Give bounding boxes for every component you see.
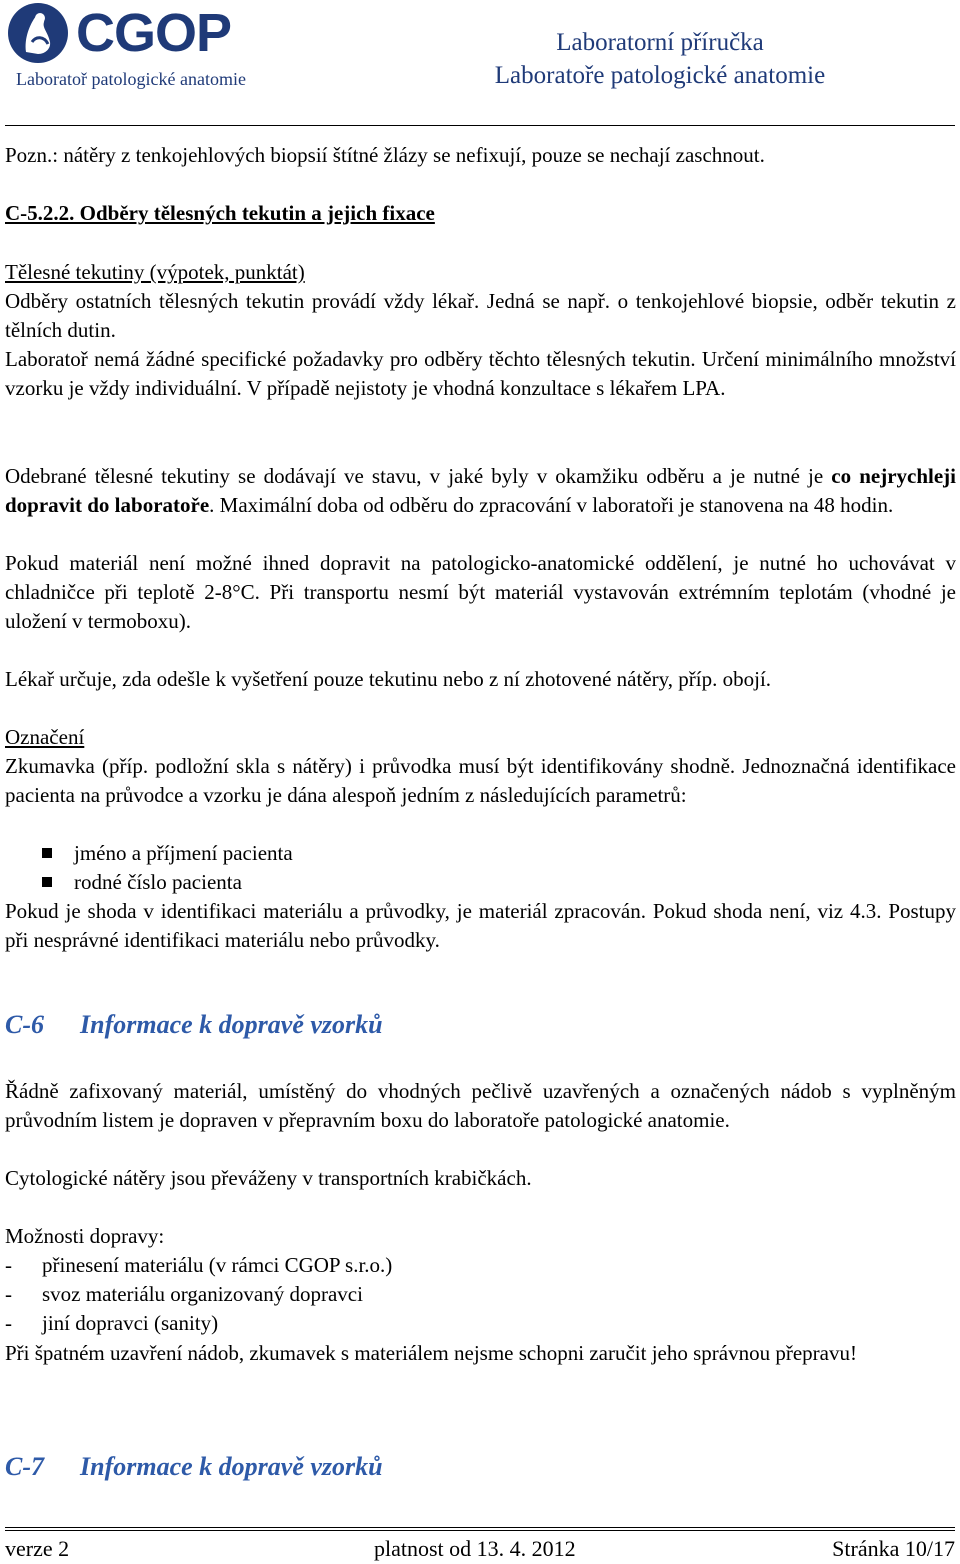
list-item	[5, 839, 956, 868]
footer-divider	[5, 1527, 955, 1528]
section-number-c6: C-6	[5, 1010, 44, 1039]
section-title-c6: Informace k dopravě vzorků	[80, 1010, 383, 1039]
list-item	[5, 868, 956, 897]
list-item	[5, 1280, 956, 1309]
section-heading-c522: C-5.2.2. Odběry tělesných tekutin a jejich fixace	[5, 201, 435, 225]
list-item-text: jméno a příjmení pacienta	[74, 841, 293, 865]
list-item-text: jiní dopravci (sanity)	[42, 1311, 219, 1336]
dash-bullet: -	[5, 1311, 12, 1336]
c6-para-2: Cytologické nátěry jsou převáženy v transportních krabičkách.	[5, 1166, 532, 1190]
dash-bullet: -	[5, 1253, 12, 1277]
footer-valid-from: platnost od 13. 4. 2012	[374, 1536, 576, 1561]
logo-wordmark: CGOP	[76, 3, 232, 63]
transport-warning: Při špatném uzavření nádob, zkumavek s materiálem nejsme schopni zaručit jeho správnou přepravu!	[5, 1341, 857, 1365]
transport-list	[5, 1251, 956, 1339]
para3-text-a: Odebrané tělesné tekutiny se dodávají ve stavu, v jaké byly v okamžiku odběru a je nutné je	[5, 464, 832, 488]
fluids-para-2: Laboratoř nemá žádné specifické požadavky pro odběry těchto tělesných tekutin. Určení minimálního množství vzorku je vždy individuální. V případě nejistoty je vhodná konzultace s lékařem LPA.	[5, 347, 956, 401]
label-heading: Označení	[5, 725, 85, 749]
transport-heading: Možnosti dopravy:	[5, 1224, 165, 1248]
fluids-para-4: Pokud materiál není možné ihned dopravit na patologicko-anatomické oddělení, je nutné ho uchovávat v chladničce při teplotě 2-8°C. Při transportu nesmí být materiál vystavován extrémním teplotám (vhodné je uložení v termoboxu).	[5, 551, 956, 634]
section-title-c7: Informace k dopravě vzorků	[80, 1452, 383, 1481]
header-divider	[5, 125, 955, 126]
label-para-2: Pokud je shoda v identifikaci materiálu a průvodky, je materiál zpracován. Pokud shoda není, viz 4.3. Postupy při nesprávné identifikaci materiálu nebo průvodky.	[5, 899, 956, 953]
logo-emblem-icon	[6, 2, 70, 64]
footer-version: verze 2	[5, 1536, 70, 1561]
list-item	[5, 1309, 956, 1338]
c6-para-1: Řádně zafixovaný materiál, umístěný do vhodných pečlivě uzavřených a označených nádob s vyplněným průvodním listem je dopraven v přepravním boxu do laboratoře patologické anatomie.	[5, 1079, 956, 1133]
fluids-para-1: Odběry ostatních tělesných tekutin provádí vždy lékař. Jedná se např. o tenkojehlové biopsie, odběr tekutin z tělních dutin.	[5, 289, 956, 343]
dash-bullet: -	[5, 1282, 12, 1307]
label-list	[5, 839, 956, 897]
label-para: Zkumavka (příp. podložní skla s nátěry) i průvodka musí být identifikovány shodně. Jednoznačná identifikace pacienta na průvodce a vzorku je dána alespoň jedním z následujících parametrů:	[5, 754, 956, 808]
footer-divider-2	[5, 1530, 955, 1531]
list-item-text: přinesení materiálu (v rámci CGOP s.r.o.)	[42, 1253, 393, 1277]
list-item-text: svoz materiálu organizovaný dopravci	[42, 1282, 363, 1307]
document-title-line2: Laboratoře patologické anatomie	[494, 62, 826, 89]
fluids-subheading: Tělesné tekutiny (výpotek, punktát)	[5, 260, 305, 284]
lab-caption: Laboratoř patologické anatomie	[16, 69, 246, 89]
para3-text-b: . Maximální doba od odběru do zpracování v laboratoři je stanovena na 48 hodin.	[209, 493, 894, 518]
square-bullet-icon	[42, 848, 52, 858]
section-number-c7: C-7	[5, 1452, 44, 1481]
square-bullet-icon	[42, 877, 52, 887]
list-item	[5, 1251, 956, 1280]
document-title	[440, 26, 880, 92]
cgop-logo	[6, 2, 256, 64]
list-item-text: rodné číslo pacienta	[74, 870, 242, 895]
footer-page-number: Stránka 10/17	[832, 1536, 955, 1561]
document-title-line1: Laboratorní příručka	[556, 29, 764, 56]
fluids-para-5: Lékař určuje, zda odešle k vyšetření pouze tekutinu nebo z ní zhotovené nátěry, příp. obojí.	[5, 667, 772, 691]
note-text: Pozn.: nátěry z tenkojehlových biopsií štítné žlázy se nefixují, pouze se nechají zaschnout.	[5, 143, 765, 167]
para3-bold: co nejrychleji dopravit do laboratoře	[5, 464, 956, 518]
fluids-para-3	[5, 462, 956, 520]
